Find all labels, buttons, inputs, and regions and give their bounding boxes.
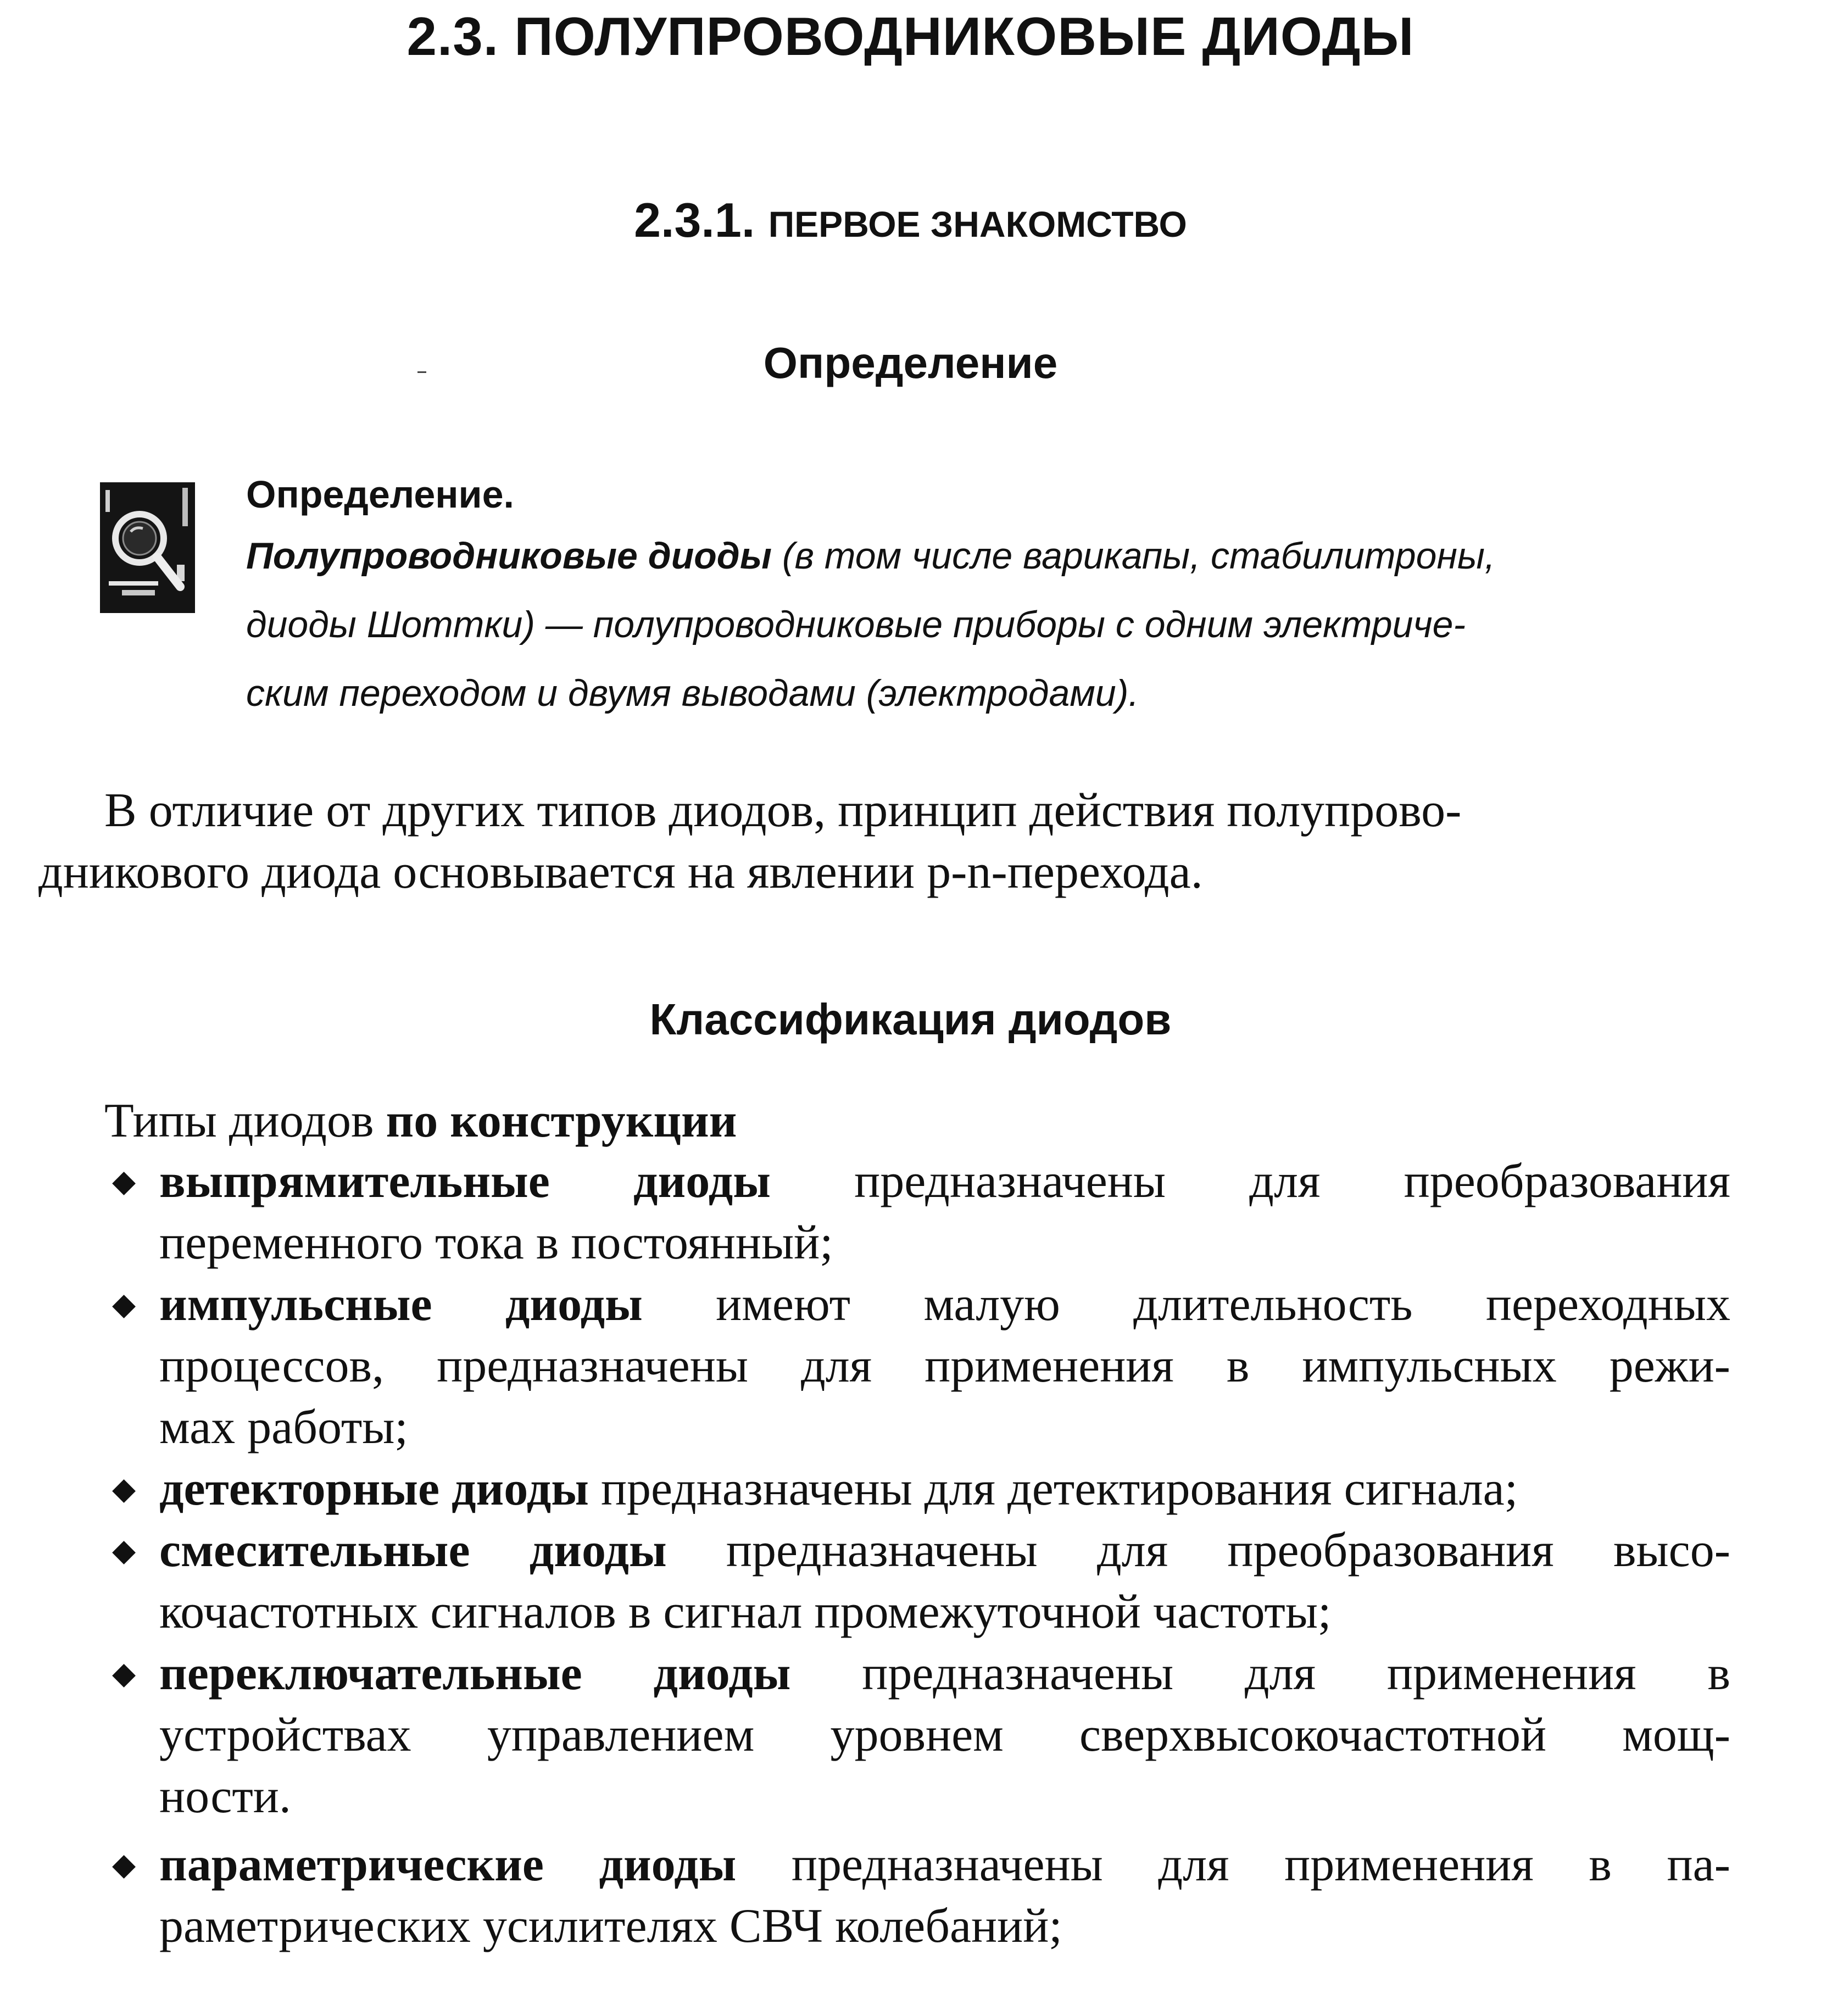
classification-heading: Классификация диодов xyxy=(649,995,1172,1044)
definition-line xyxy=(246,522,1729,591)
types-lead-plain: Типы диодов xyxy=(104,1094,386,1148)
list-item-line: импульсные диоды имеют малую длительность переходных xyxy=(159,1278,1731,1331)
list-item-line: смесительные диоды предназначены для преобразования высо- xyxy=(159,1524,1731,1577)
bullet-icon: ◆ xyxy=(112,1534,136,1568)
definition-title: Определение. xyxy=(246,473,514,516)
defined-term: Полупроводниковые диоды xyxy=(246,535,772,577)
definition-text: (в том числе варикапы, стабилитроны, xyxy=(771,535,1495,577)
list-item-line: переключательные диоды предназначены для применения в xyxy=(159,1647,1731,1700)
bullet-icon: ◆ xyxy=(112,1472,136,1506)
paragraph-line: В отличие от других типов диодов, принцип действия полупрово- xyxy=(104,784,1462,837)
diode-type-name: параметрические диоды xyxy=(159,1838,737,1891)
intro-paragraph xyxy=(38,780,1741,903)
definition-box xyxy=(246,467,1729,728)
list-item xyxy=(104,1643,1730,1828)
list-item xyxy=(104,1520,1730,1643)
diode-type-name: смесительные диоды xyxy=(159,1524,667,1577)
section-title: 2.3. ПОЛУПРОВОДНИКОВЫЕ ДИОДЫ xyxy=(406,6,1415,66)
list-item xyxy=(104,1458,1730,1520)
list-item-line: кочастотных сигналов в сигнал промежуточной частоты; xyxy=(159,1585,1332,1639)
bullet-icon: ◆ xyxy=(112,1657,136,1691)
list-item xyxy=(104,1151,1730,1274)
magnifier-icon xyxy=(100,482,195,613)
subsection-title xyxy=(0,192,1821,248)
definition-heading: Определение xyxy=(763,338,1058,387)
list-item-line: выпрямительные диоды предназначены для преобразования xyxy=(159,1155,1730,1208)
definition-line xyxy=(246,659,1729,728)
diode-type-name: импульсные диоды xyxy=(159,1278,643,1331)
bullet-icon: ◆ xyxy=(112,1848,136,1882)
definition-text: ским переходом и двумя выводами (электродами). xyxy=(246,672,1139,714)
diode-type-name: детекторные диоды xyxy=(159,1462,589,1516)
paragraph-line: дникового диода основывается на явлении p-n-перехода. xyxy=(38,845,1203,899)
list-item-line: устройствах управлением уровнем сверхвысокочастотной мощ- xyxy=(159,1708,1730,1762)
list-item-line: раметрических усилителях СВЧ колебаний; xyxy=(159,1900,1062,1953)
subsection-number: 2.3.1. xyxy=(634,193,755,247)
list-item-line: параметрические диоды предназначены для применения в па- xyxy=(159,1838,1731,1891)
definition-text: диоды Шоттки) — полупроводниковые приборы с одним электриче- xyxy=(246,604,1466,645)
diode-type-name: выпрямительные диоды xyxy=(159,1155,771,1208)
bullet-icon: ◆ xyxy=(112,1165,136,1199)
list-item-line: переменного тока в постоянный; xyxy=(159,1216,833,1269)
list-item-line: ности. xyxy=(159,1770,291,1823)
diode-types-list xyxy=(104,1151,1730,1957)
list-item-line: процессов, предназначены для применения в импульсных режи- xyxy=(159,1339,1730,1393)
bullet-icon: ◆ xyxy=(112,1288,136,1322)
list-item-line: мах работы; xyxy=(159,1401,408,1454)
definition-line xyxy=(246,591,1729,659)
types-lead-bold: по конструкции xyxy=(386,1094,737,1148)
diode-type-name: переключательные диоды xyxy=(159,1647,791,1700)
list-item-line: детекторные диоды предназначены для детектирования сигнала; xyxy=(159,1462,1518,1516)
subsection-name: ПЕРВОЕ ЗНАКОМСТВО xyxy=(768,204,1187,244)
list-item xyxy=(104,1274,1730,1458)
list-item xyxy=(104,1834,1730,1957)
types-lead xyxy=(104,1090,737,1152)
